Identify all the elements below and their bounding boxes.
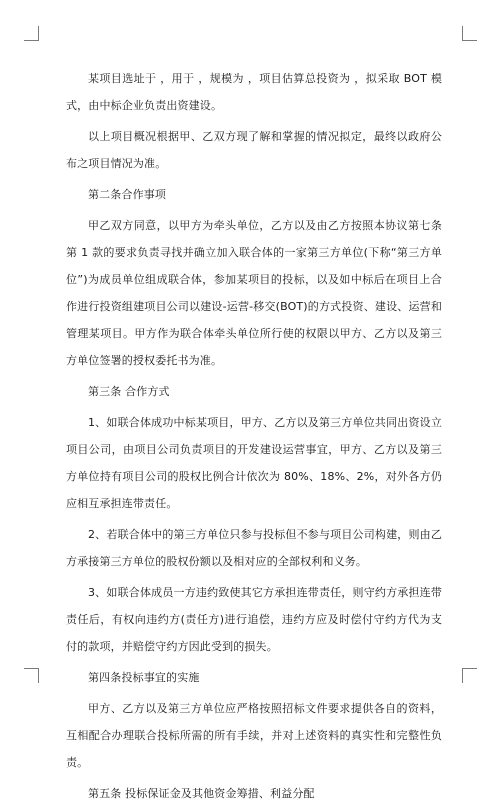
paragraph-cooperation-matters: 甲乙双方同意，以甲方为牵头单位，乙方以及由乙方按照本协议第七条第 1 款的要求负责寻找并确立加入联合体的一家第三方单位(下称“第三方单位”)为成员单位组成联合体，参加某项目的投标，以及如中标后在项目上合作进行投资组建项目公司以建设-运营-移交(BOT)的方式投资、建设、运营和管理某项目。甲方作为联合体牵头单位所行使的权限以甲方、乙方以及第三方单位签署的授权委托书为准。: [66, 219, 442, 367]
paragraph-project-overview-basis: 以上项目概况根据甲、乙双方现了解和掌握的情况拟定，最终以政府公布之项目情况为准。: [66, 130, 442, 170]
paragraph-cooperation-method-2: 2、若联合体中的第三方单位只参与投标但不参与项目公司构建，则由乙方承接第三方单位的股权份额以及相对应的全部权利和义务。: [66, 528, 442, 568]
heading-article-2: 第二条合作事项: [88, 188, 167, 201]
paragraph-cooperation-method-3: 3、如联合体成员一方违约致使其它方承担连带责任，则守约方承担连带责任后，有权向违约方(责任方)进行追偿，违约方应及时偿付守约方代为支付的款项，并赔偿守约方因此受到的损失。: [66, 586, 442, 653]
heading-article-5: 第五条 投标保证金及其他资金筹措、利益分配: [88, 787, 315, 800]
crop-mark-top-left: [24, 26, 39, 41]
crop-mark-bottom-right: [462, 668, 477, 683]
document-body: [66, 65, 442, 811]
crop-mark-bottom-left: [24, 668, 39, 683]
heading-article-3: 第三条 合作方式: [88, 385, 170, 398]
crop-mark-top-right: [462, 26, 477, 41]
paragraph-cooperation-method-1: 1、如联合体成功中标某项目，甲方、乙方以及第三方单位共同出资设立项目公司，由项目公司负责项目的开发建设运营事宜，甲方、乙方以及第三方单位持有项目公司的股权比例合计依次为 80%、18%、2%，对外各方仍应相互承担连带责任。: [66, 416, 442, 510]
paragraph-project-location: 某项目选址于 ，用于 ，规模为 ，项目估算总投资为 ，拟采取 BOT 模式，由中标企业负责出资建设。: [66, 72, 442, 112]
heading-article-4: 第四条投标事宜的实施: [88, 671, 200, 684]
paragraph-bid-implementation: 甲方、乙方以及第三方单位应严格按照招标文件要求提供各自的资料，互相配合办理联合投标所需的所有手续，并对上述资料的真实性和完整性负责。: [66, 702, 442, 769]
